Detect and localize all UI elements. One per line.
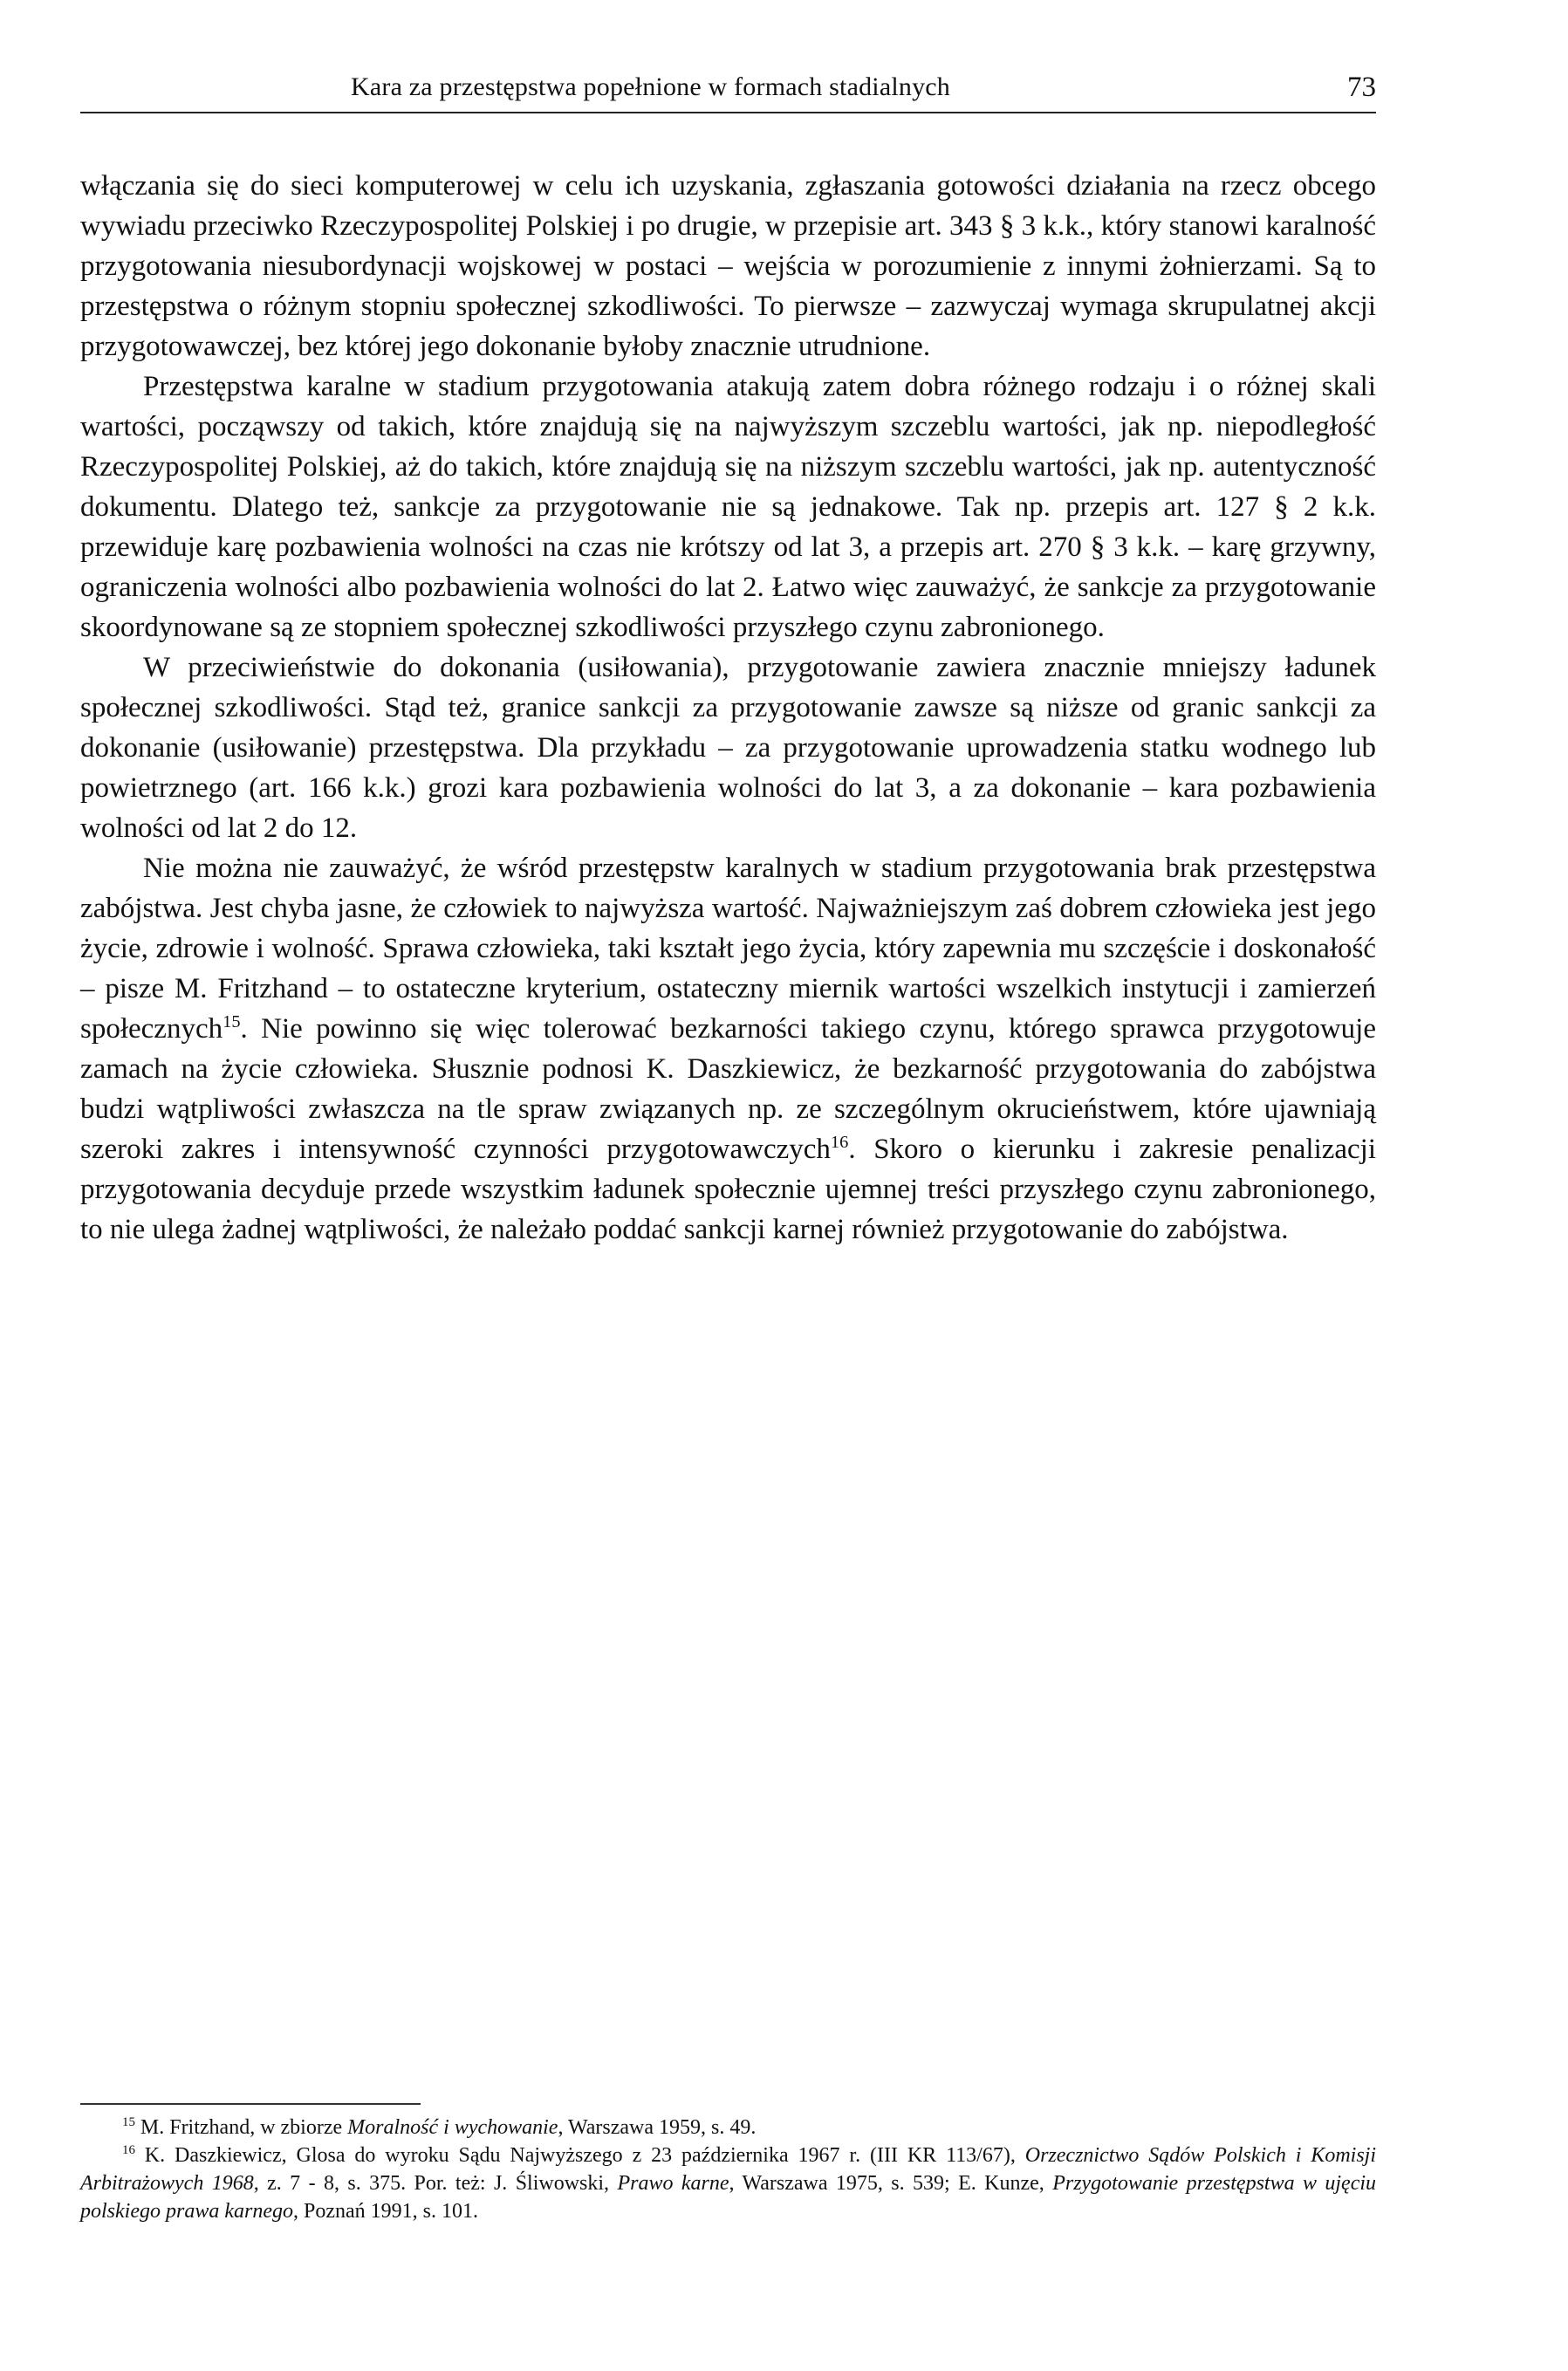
running-header <box>80 70 1376 113</box>
footnote-16-title-2: Prawo karne <box>617 2172 729 2195</box>
footnote-16 <box>80 2141 1376 2225</box>
paragraph-3: W przeciwieństwie do dokonania (usiłowania), przygotowanie zawiera znacznie mniejszy ładunek społecznej szkodliwości. Stąd też, granice sankcji za przygotowanie zawsze są niższe od granic sankcji za dokonanie (usiłowanie) przestępstwa. Dla przykładu – za przygotowanie uprowadzenia statku wodnego lub powietrznego (art. 166 k.k.) grozi kara pozbawienia wolności do lat 3, a za dokonanie – kara pozbawienia wolności od lat 2 do 12. <box>80 652 1376 844</box>
footnote-separator <box>80 2103 421 2105</box>
footnote-16-title-1: Orzecznictwo Sądów Polskich i Komisji Arbitrażowych 1968 <box>80 2144 1376 2195</box>
page-number: 73 <box>1347 72 1376 103</box>
footnote-number-15: 15 <box>122 2115 135 2129</box>
footnote-reference-15: 15 <box>223 1012 241 1031</box>
footnote-16-text-d: , Poznań 1991, s. 101. <box>292 2200 478 2223</box>
footnote-16-title-3: Przygotowanie przestępstwa w ujęciu polskiego prawa karnego <box>80 2172 1377 2223</box>
footnote-15 <box>80 2114 1376 2141</box>
main-text <box>80 166 1376 1250</box>
paragraph-4-part-c: . Skoro o kierunku i zakresie penalizacji przygotowania decyduje przede wszystkim ładunek społecznie ujemnej treści przyszłego czynu zabronionego, to nie ulega żadnej wątpliwości, że należało poddać sankcji karnej również przygotowanie do zabójstwa. <box>80 1134 1377 1245</box>
footnote-16-text-c: , Warszawa 1975, s. 539; E. Kunze, <box>729 2172 1053 2195</box>
footnote-reference-16: 16 <box>830 1133 849 1152</box>
paragraph-2: Przestępstwa karalne w stadium przygotowania atakują zatem dobra różnego rodzaju i o różnej skali wartości, począwszy od takich, które znajdują się na najwyższym szczeblu wartości, jak np. niepodległość Rzeczypospolitej Polskiej, aż do takich, które znajdują się na niższym szczeblu wartości, jak np. autentyczność dokumentu. Dlatego też, sankcje za przygotowanie nie są jednakowe. Tak np. przepis art. 127 § 2 k.k. przewiduje karę pozbawienia wolności na czas nie krótszy od lat 3, a przepis art. 270 § 3 k.k. – karę grzywny, ograniczenia wolności albo pozbawienia wolności do lat 2. Łatwo więc zauważyć, że sankcje za przygotowanie skoordynowane są ze stopniem społecznej szkodliwości przyszłego czynu zabronionego. <box>80 371 1376 643</box>
running-title: Kara za przestępstwa popełnione w formach stadialnych <box>351 72 950 101</box>
footnote-16-text-a: K. Daszkiewicz, Glosa do wyroku Sądu Najwyższego z 23 października 1967 r. (III KR 113/67), <box>134 2144 1025 2167</box>
footnote-number-16: 16 <box>122 2143 135 2157</box>
paragraph-1: włączania się do sieci komputerowej w celu ich uzyskania, zgłaszania gotowości działania na rzecz obcego wywiadu przeciwko Rzeczypospolitej Polskiej i po drugie, w przepisie art. 343 § 3 k.k., który stanowi karalność przygotowania niesubordynacji wojskowej w postaci – wejścia w porozumienie z innymi żołnierzami. Są to przestępstwa o różnym stopniu społecznej szkodliwości. To pierwsze – zazwyczaj wymaga skrupulatnej akcji przygotowawczej, bez której jego dokonanie byłoby znacznie utrudnione. <box>80 170 1376 362</box>
paragraph-4-part-a: Nie można nie zauważyć, że wśród przestępstw karalnych w stadium przygotowania brak przestępstwa zabójstwa. Jest chyba jasne, że człowiek to najwyższa wartość. Najważniejszym zaś dobrem człowieka jest jego życie, zdrowie i wolność. Sprawa człowieka, taki kształt jego życia, który zapewnia mu szczęście i doskonałość – pisze M. Fritzhand – to ostateczne kryterium, ostateczny miernik wartości wszelkich instytucji i zamierzeń społecznych <box>80 853 1376 1045</box>
paragraph-4-part-b: . Nie powinno się więc tolerować bezkarności takiego czynu, którego sprawca przygotowuje zamach na życie człowieka. Słusznie podnosi K. Daszkiewicz, że bezkarność przygotowania do zabójstwa budzi wątpliwości zwłaszcza na tle spraw związanych np. ze szczególnym okrucieństwem, które ujawniają szeroki zakres i intensywność czynności przygotowawczych <box>80 1013 1376 1165</box>
paragraph-4 <box>80 848 1376 1250</box>
footnote-16-text-b: , z. 7 - 8, s. 375. Por. też: J. Śliwowski, <box>253 2172 618 2195</box>
footnote-15-text-b: , Warszawa 1959, s. 49. <box>558 2116 757 2139</box>
footnote-15-text-a: M. Fritzhand, w zbiorze <box>134 2116 348 2139</box>
footnotes <box>80 2114 1376 2225</box>
footnote-15-title: Moralność i wychowanie <box>347 2116 558 2139</box>
